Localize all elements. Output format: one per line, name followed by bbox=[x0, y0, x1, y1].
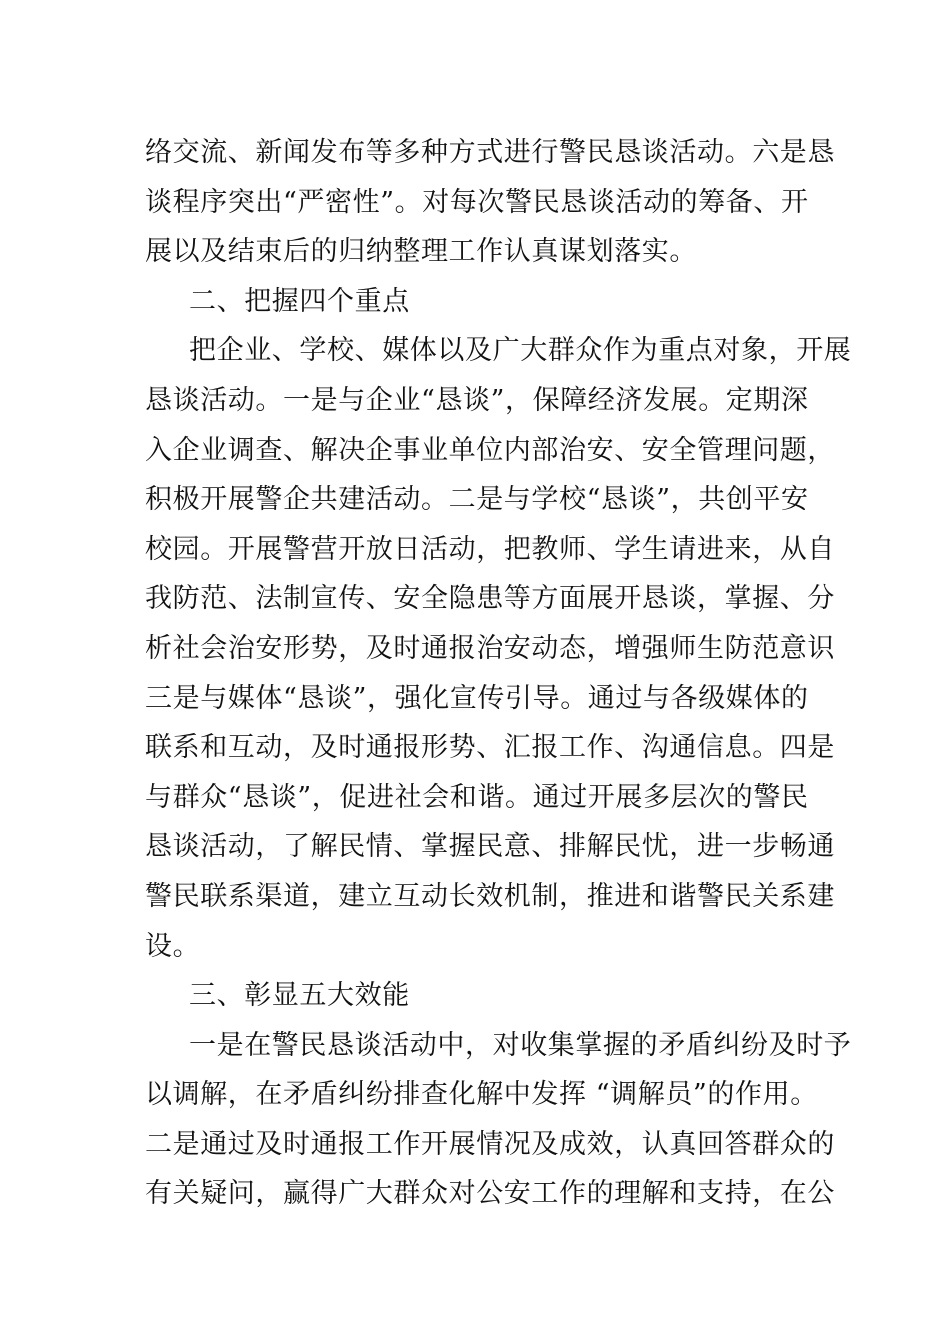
text-line: 三、彰显五大效能 bbox=[189, 980, 410, 1012]
text-line: 设。 bbox=[145, 930, 201, 962]
text-line: 一是在警民恳谈活动中，对收集掌握的矛盾纠纷及时予 bbox=[189, 1029, 852, 1061]
text-line: 联系和互动，及时通报形势、汇报工作、沟通信息。四是 bbox=[145, 732, 835, 764]
text-line: 络交流、新闻发布等多种方式进行警民恳谈活动。六是恳 bbox=[145, 137, 835, 168]
document-body bbox=[145, 128, 852, 1219]
text-line: 谈程序突出“严密性”。对每次警民恳谈活动的筹备、开 bbox=[145, 186, 809, 218]
text-line: 与群众“恳谈”，促进社会和谐。通过开展多层次的警民 bbox=[145, 781, 809, 813]
text-line: 二是通过及时通报工作开展情况及成效，认真回答群众的 bbox=[145, 1128, 835, 1160]
text-line: 展以及结束后的归纳整理工作认真谋划落实。 bbox=[145, 236, 697, 268]
text-line: 恳谈活动。一是与企业“恳谈”，保障经济发展。定期深 bbox=[145, 384, 809, 416]
text-line: 警民联系渠道，建立互动长效机制，推进和谐警民关系建 bbox=[145, 880, 835, 912]
text-line: 我防范、法制宣传、安全隐患等方面展开恳谈，掌握、分 bbox=[145, 583, 835, 615]
text-line: 入企业调查、解决企事业单位内部治安、安全管理问题， bbox=[145, 434, 835, 466]
text-line: 二、把握四个重点 bbox=[189, 285, 410, 317]
text-line: 析社会治安形势，及时通报治安动态，增强师生防范意识 bbox=[145, 632, 835, 664]
text-line: 三是与媒体“恳谈”，强化宣传引导。通过与各级媒体的 bbox=[145, 682, 809, 714]
text-line: 以调解，在矛盾纠纷排查化解中发挥 “调解员”的作用。 bbox=[145, 1079, 818, 1111]
text-line: 恳谈活动，了解民情、掌握民意、排解民忧，进一步畅通 bbox=[145, 831, 835, 863]
text-line: 把企业、学校、媒体以及广大群众作为重点对象，开展 bbox=[189, 335, 852, 367]
text-line: 积极开展警企共建活动。二是与学校“恳谈”，共创平安 bbox=[145, 484, 809, 516]
text-line: 有关疑问，赢得广大群众对公安工作的理解和支持，在公 bbox=[145, 1178, 835, 1210]
text-line: 校园。开展警营开放日活动，把教师、学生请进来，从自 bbox=[145, 533, 835, 565]
